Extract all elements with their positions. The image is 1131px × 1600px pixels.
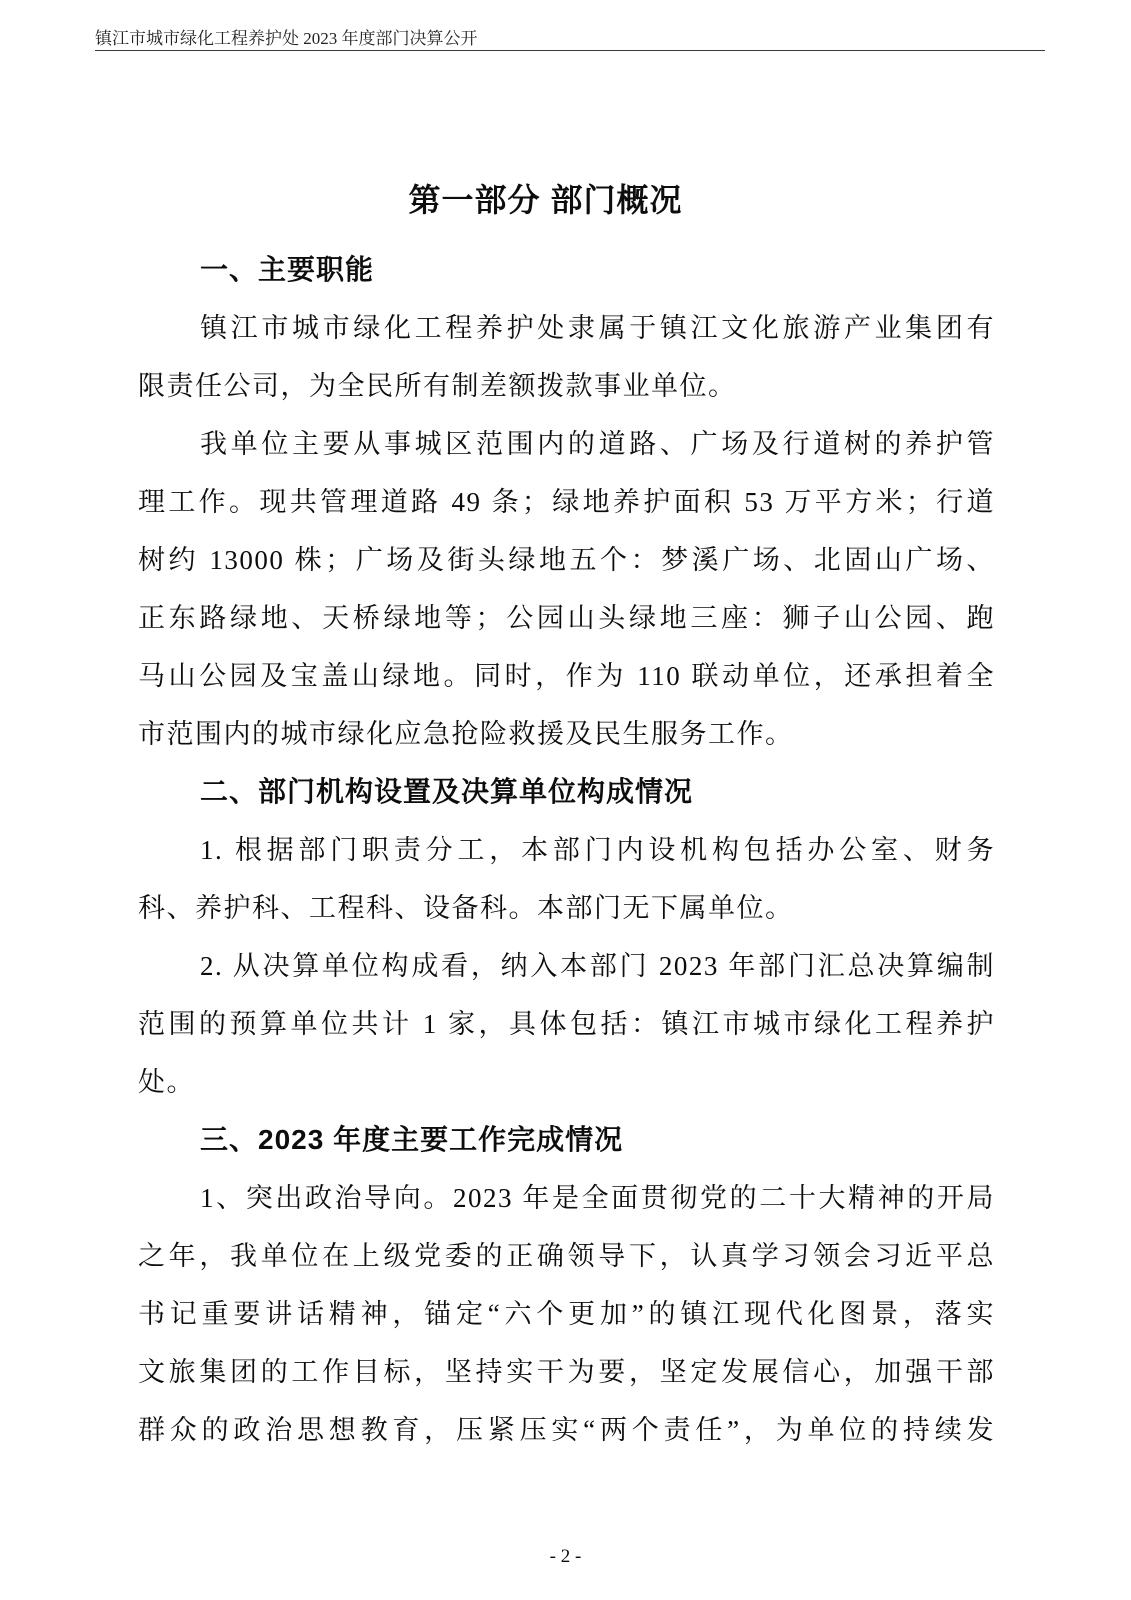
page-number: - 2 -	[549, 1546, 582, 1567]
paragraph	[138, 415, 995, 763]
paragraph-line: 市范围内的城市绿化应急抢险救援及民生服务工作。	[138, 719, 794, 749]
paragraph-line: 我单位主要从事城区范围内的道路、广场及行道树的养护管	[200, 429, 995, 459]
paragraph-line: 之年，我单位在上级党委的正确领导下，认真学习领会习近平总	[138, 1241, 995, 1271]
document-body	[138, 241, 995, 1459]
paragraph-line: 正东路绿地、天桥绿地等；公园山头绿地三座：狮子山公园、跑	[138, 603, 995, 633]
paragraph-line: 科、养护科、工程科、设备科。本部门无下属单位。	[138, 893, 794, 923]
paragraph-line: 范围的预算单位共计 1 家，具体包括：镇江市城市绿化工程养护	[138, 1009, 995, 1039]
paragraph	[138, 299, 995, 415]
section-heading: 一、主要职能	[200, 254, 375, 285]
paragraph	[138, 821, 995, 937]
paragraph-line: 限责任公司，为全民所有制差额拨款事业单位。	[138, 371, 737, 401]
paragraph-line: 文旅集团的工作目标，坚持实干为要，坚定发展信心，加强干部	[138, 1357, 995, 1387]
paragraph-line: 马山公园及宝盖山绿地。同时，作为 110 联动单位，还承担着全	[138, 661, 995, 691]
paragraph-line: 处。	[138, 1067, 195, 1097]
page-header-title: 镇江市城市绿化工程养护处 2023 年度部门决算公开	[95, 29, 478, 48]
paragraph-line: 理工作。现共管理道路 49 条；绿地养护面积 53 万平方米；行道	[138, 487, 995, 517]
paragraph	[138, 937, 995, 1111]
paragraph-line: 书记重要讲话精神，锚定“六个更加”的镇江现代化图景，落实	[138, 1299, 995, 1329]
header-rule	[95, 50, 1045, 51]
paragraph-line: 2. 从决算单位构成看，纳入本部门 2023 年部门汇总决算编制	[200, 951, 995, 981]
section-heading: 三、2023 年度主要工作完成情况	[200, 1124, 624, 1155]
paragraph-line: 树约 13000 株；广场及街头绿地五个：梦溪广场、北固山广场、	[138, 545, 995, 575]
paragraph	[138, 1169, 995, 1459]
document-title: 第一部分 部门概况	[408, 182, 683, 218]
paragraph-line: 群众的政治思想教育，压紧压实“两个责任”，为单位的持续发	[138, 1415, 995, 1445]
paragraph-line: 1、突出政治导向。2023 年是全面贯彻党的二十大精神的开局	[200, 1183, 995, 1213]
paragraph-line: 1. 根据部门职责分工，本部门内设机构包括办公室、财务	[200, 835, 995, 865]
section-heading: 二、部门机构设置及决算单位构成情况	[200, 776, 694, 807]
paragraph-line: 镇江市城市绿化工程养护处隶属于镇江文化旅游产业集团有	[200, 313, 995, 343]
